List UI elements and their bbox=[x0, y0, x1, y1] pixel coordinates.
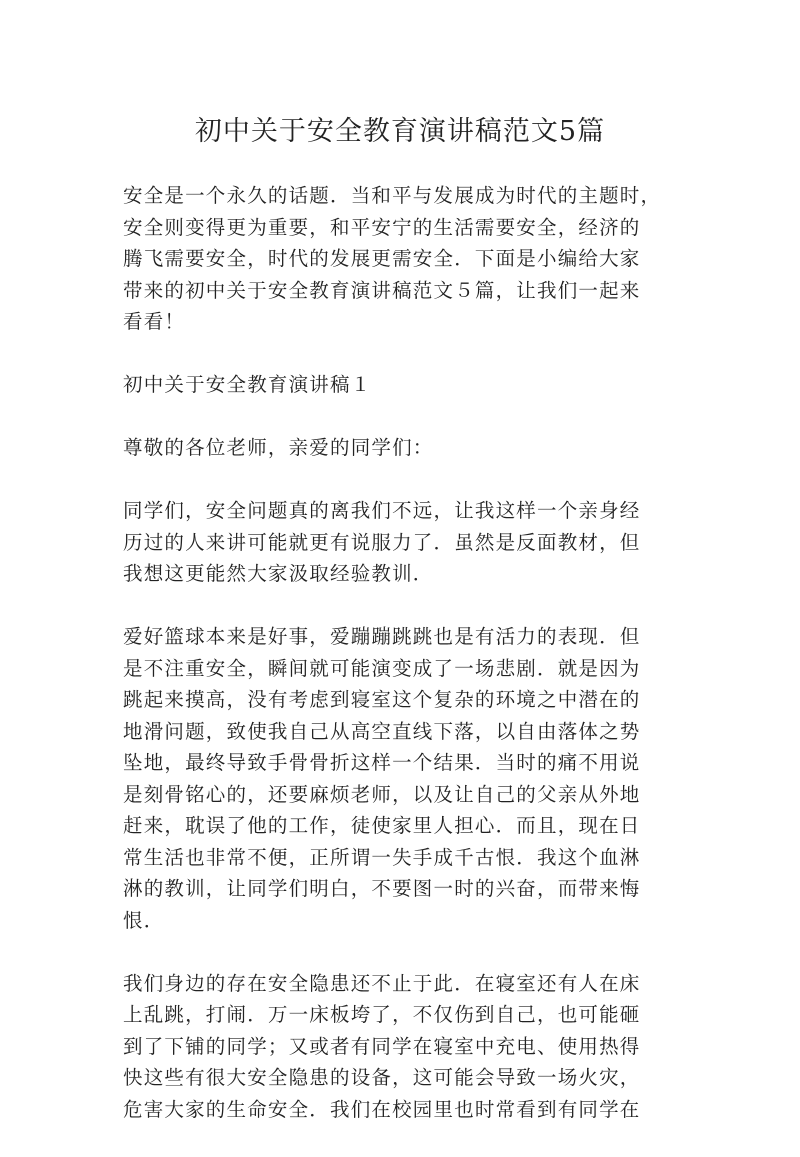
document-body bbox=[123, 180, 668, 1157]
text-line: 赶来，耽误了他的工作，徒使家里人担心．而且，现在日 bbox=[123, 814, 641, 837]
text-line: 我们身边的存在安全隐患还不止于此．在寝室还有人在床 bbox=[123, 971, 641, 995]
text-line: 上乱跳，打闹．万一床板垮了，不仅伤到自己，也可能砸 bbox=[123, 1003, 641, 1026]
text-line: 安全则变得更为重要，和平安宁的生活需要安全，经济的 bbox=[123, 215, 641, 239]
text-line: 快这些有很大安全隐患的设备，这可能会导致一场火灾， bbox=[123, 1066, 641, 1089]
paragraph bbox=[123, 495, 668, 590]
paragraph bbox=[123, 968, 668, 1126]
text-line: 腾飞需要安全，时代的发展更需安全．下面是小编给大家 bbox=[123, 247, 641, 270]
paragraph bbox=[123, 180, 668, 338]
text-line: 地滑问题，致使我自己从高空直线下落，以自由落体之势 bbox=[123, 719, 641, 743]
text-line: 看看！ bbox=[123, 310, 186, 333]
text-line: 爱好篮球本来是好事，爱蹦蹦跳跳也是有活力的表现．但 bbox=[123, 625, 641, 648]
text-line: 带来的初中关于安全教育演讲稿范文５篇，让我们一起来 bbox=[123, 278, 641, 302]
text-line: 安全是一个永久的话题．当和平与发展成为时代的主题时， bbox=[123, 184, 662, 207]
text-line: 初中关于安全教育演讲稿１ bbox=[123, 373, 372, 396]
text-line: 常生活也非常不便，正所谓一失手成千古恨．我这个血淋 bbox=[123, 845, 641, 869]
text-line: 恨． bbox=[123, 908, 165, 932]
text-line: 淋的教训，让同学们明白，不要图一时的兴奋，而带来悔 bbox=[123, 877, 641, 900]
text-line: 是刻骨铭心的，还要麻烦老师，以及让自己的父亲从外地 bbox=[123, 782, 641, 806]
paragraph bbox=[123, 621, 668, 936]
text-line: 到了下铺的同学；又或者有同学在寝室中充电、使用热得 bbox=[123, 1034, 641, 1058]
text-line: 同学们，安全问题真的离我们不远，让我这样一个亲身经 bbox=[123, 499, 641, 522]
text-line: 是不注重安全，瞬间就可能演变成了一场悲剧．就是因为 bbox=[123, 656, 641, 680]
document-title: 初中关于安全教育演讲稿范文5篇 bbox=[194, 116, 606, 147]
text-line: 尊敬的各位老师，亲爱的同学们： bbox=[123, 436, 434, 459]
text-line: 危害大家的生命安全．我们在校园里也时常看到有同学在 bbox=[123, 1097, 641, 1121]
text-line: 历过的人来讲可能就更有说服力了．虽然是反面教材，但 bbox=[123, 530, 641, 554]
text-line: 我想这更能然大家汲取经验教训． bbox=[123, 562, 434, 585]
text-line: 坠地，最终导致手骨骨折这样一个结果．当时的痛不用说 bbox=[123, 751, 641, 774]
paragraph bbox=[123, 432, 668, 464]
text-line: 跳起来摸高，没有考虑到寝室这个复杂的环境之中潜在的 bbox=[123, 688, 641, 711]
paragraph bbox=[123, 369, 668, 401]
